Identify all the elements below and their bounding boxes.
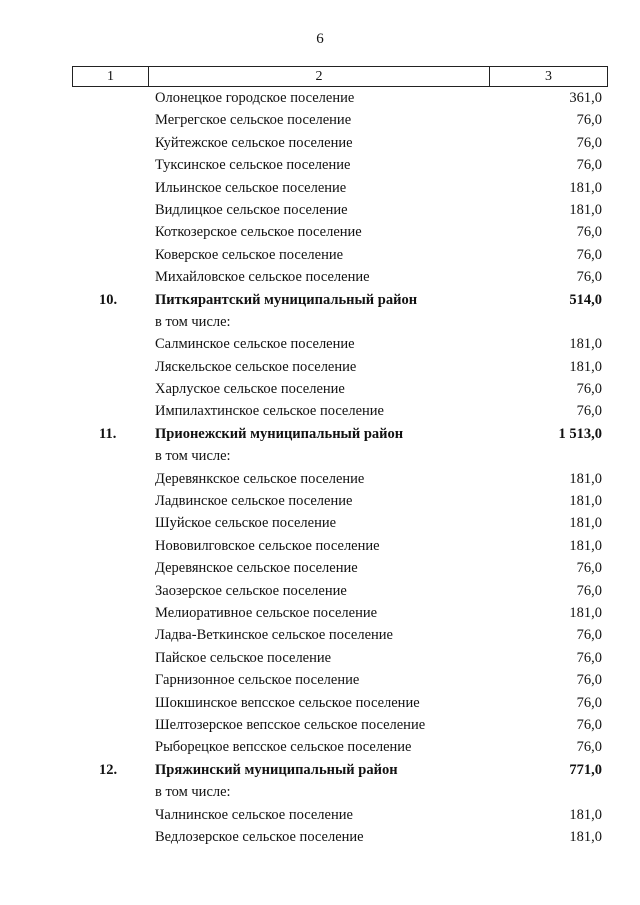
row-value: 76,0 [576, 739, 602, 756]
row-name: Ведлозерское сельское поселение [155, 828, 364, 845]
row-value: 76,0 [576, 560, 602, 577]
row-value: 76,0 [576, 134, 602, 151]
row-name: Пайское сельское поселение [155, 649, 332, 666]
table-row [0, 134, 640, 156]
table-row [0, 156, 640, 178]
table-row [0, 335, 640, 357]
row-name: Питкярантский муниципальный район [155, 291, 418, 308]
table-row [0, 268, 640, 290]
row-name: Ладва-Веткинское сельское поселение [155, 627, 393, 644]
row-value: 76,0 [576, 403, 602, 420]
table-row [0, 89, 640, 111]
row-name: Видлицкое сельское поселение [155, 201, 348, 218]
row-name: в том числе: [155, 448, 231, 465]
table-row [0, 201, 640, 223]
row-value: 181,0 [569, 201, 602, 218]
district-row [0, 425, 640, 447]
table-row [0, 604, 640, 626]
row-name: Импилахтинское сельское поселение [155, 403, 384, 420]
row-value: 76,0 [576, 381, 602, 398]
row-name: Прионежский муниципальный район [155, 425, 404, 442]
row-value: 361,0 [569, 90, 602, 106]
row-name: Куйтежское сельское поселение [155, 134, 353, 151]
header-col-1: 1 [73, 67, 149, 86]
table-row [0, 694, 640, 716]
row-name: Ладвинское сельское поселение [155, 493, 353, 510]
row-value: 514,0 [569, 291, 602, 308]
row-value: 181,0 [569, 515, 602, 532]
row-name: Мелиоративное сельское поселение [155, 604, 378, 621]
row-number: 11. [99, 425, 117, 442]
table-row [0, 402, 640, 424]
row-name: Салминское сельское поселение [155, 336, 355, 353]
row-name: Гарнизонное сельское поселение [155, 672, 360, 689]
row-number: 12. [99, 761, 118, 778]
page-number: 6 [316, 31, 324, 47]
row-name: Деревянское сельское поселение [155, 560, 358, 577]
header-col-3: 3 [545, 69, 552, 84]
table-row [0, 738, 640, 760]
row-value: 76,0 [576, 716, 602, 733]
row-name: Коверское сельское поселение [155, 246, 344, 263]
table-body [0, 89, 640, 850]
row-value: 181,0 [569, 806, 602, 823]
row-name: Харлуское сельское поселение [155, 381, 345, 398]
row-name: Шелтозерское вепсское сельское поселение [155, 716, 426, 733]
row-name: в том числе: [155, 313, 231, 330]
row-name: Ильинское сельское поселение [155, 179, 347, 196]
table-row [0, 559, 640, 581]
row-name: Мегрегское сельское поселение [155, 112, 352, 129]
row-name: Ляскельское сельское поселение [155, 358, 357, 375]
row-value: 181,0 [569, 336, 602, 353]
row-value: 76,0 [576, 672, 602, 689]
row-value: 181,0 [569, 179, 602, 196]
table-header [72, 66, 608, 87]
table-row [0, 514, 640, 536]
row-name: Деревянкское сельское поселение [155, 470, 365, 487]
table-row [0, 626, 640, 648]
row-value: 76,0 [576, 224, 602, 241]
row-value: 181,0 [569, 828, 602, 845]
table-row [0, 806, 640, 828]
table-row [0, 649, 640, 671]
row-value: 76,0 [576, 246, 602, 263]
row-name: Пряжинский муниципальный район [155, 761, 398, 778]
header-col-2: 2 [149, 67, 490, 86]
district-row [0, 291, 640, 313]
table-row [0, 179, 640, 201]
row-name: Шокшинское вепсское сельское поселение [155, 694, 420, 711]
row-name: Чалнинское сельское поселение [155, 806, 353, 823]
row-value: 76,0 [576, 157, 602, 174]
row-value: 771,0 [569, 761, 602, 778]
table-row [0, 380, 640, 402]
row-value: 76,0 [576, 269, 602, 286]
table-row [0, 783, 640, 805]
row-name: Михайловское сельское поселение [155, 269, 370, 286]
row-name: Рыборецкое вепсское сельское поселение [155, 739, 412, 756]
table-row [0, 828, 640, 850]
row-value: 76,0 [576, 627, 602, 644]
row-value: 181,0 [569, 493, 602, 510]
district-row [0, 761, 640, 783]
table-row [0, 111, 640, 133]
row-value: 181,0 [569, 358, 602, 375]
table-row [0, 671, 640, 693]
table-row [0, 492, 640, 514]
row-name: в том числе: [155, 784, 231, 801]
row-name: Олонецкое городское поселение [155, 90, 355, 106]
row-name: Коткозерское сельское поселение [155, 224, 362, 241]
row-name: Туксинское сельское поселение [155, 157, 351, 174]
table-row [0, 358, 640, 380]
row-value: 76,0 [576, 649, 602, 666]
row-value: 181,0 [569, 537, 602, 554]
row-name: Шуйское сельское поселение [155, 515, 337, 532]
row-name: Нововилговское сельское поселение [155, 537, 380, 554]
table-row [0, 313, 640, 335]
table-row [0, 582, 640, 604]
table-row [0, 716, 640, 738]
table-row [0, 447, 640, 469]
table-row [0, 470, 640, 492]
row-name: Заозерское сельское поселение [155, 582, 347, 599]
row-value: 1 513,0 [558, 425, 602, 442]
row-value: 76,0 [576, 112, 602, 129]
row-value: 76,0 [576, 582, 602, 599]
row-value: 181,0 [569, 470, 602, 487]
table-row [0, 246, 640, 268]
row-value: 181,0 [569, 604, 602, 621]
table-row [0, 537, 640, 559]
row-number: 10. [99, 291, 118, 308]
table-row [0, 223, 640, 245]
row-value: 76,0 [576, 694, 602, 711]
